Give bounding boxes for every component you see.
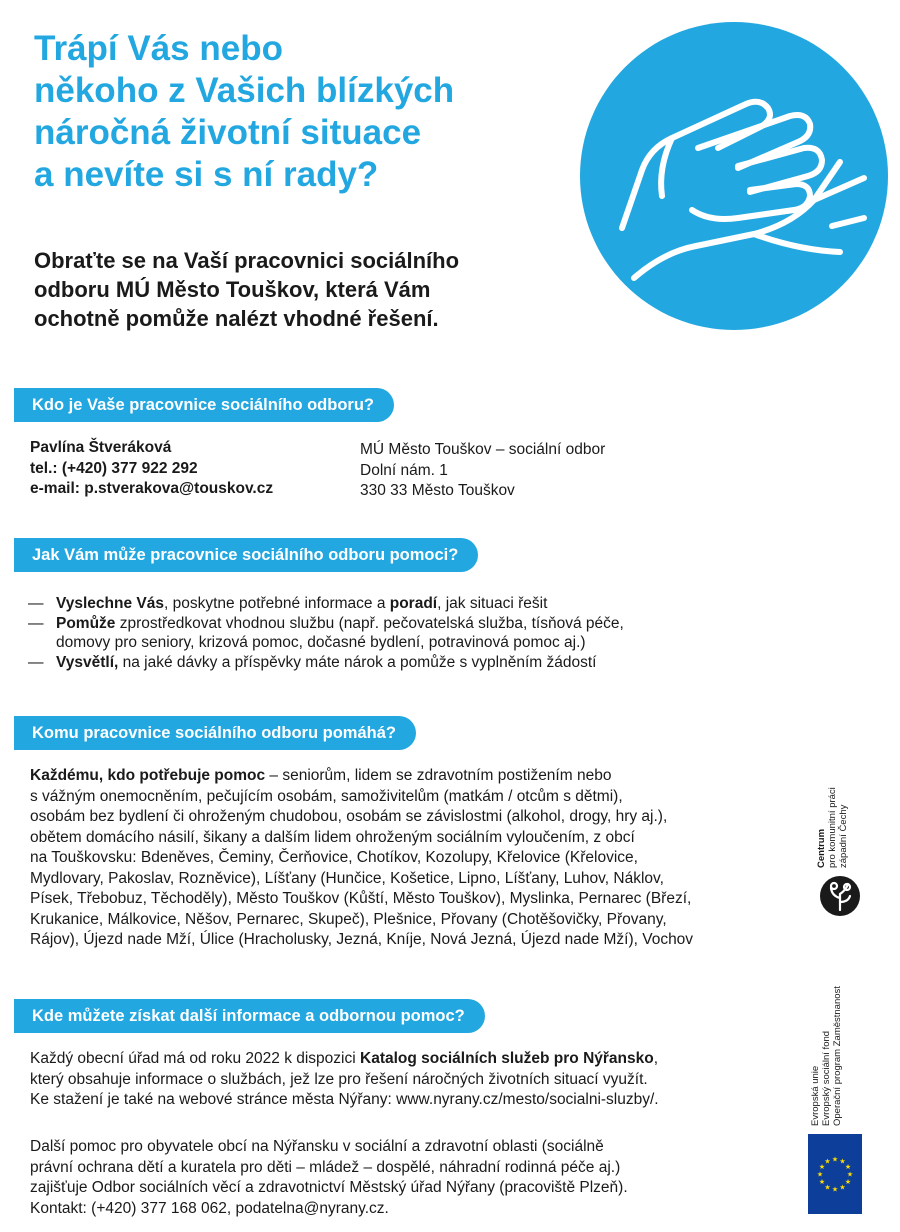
centrum-text [816, 787, 849, 868]
para-line: Rájov), Újezd nade Mží, Úlice (Hracholusky, Jezná, Kníje, Nová Jezná, Újezd nade Mží), Vochov [30, 931, 694, 948]
eu-star: ★ [844, 1164, 852, 1171]
para-text: Každý obecní úřad má od roku 2022 k dispozici [30, 1050, 360, 1067]
eu-flag [808, 1134, 862, 1214]
section-heading-where: Kde můžete získat další informace a odbornou pomoc? [14, 999, 485, 1033]
item-text: zprostředkovat vhodnou službu (např. pečovatelská služba, tísňová péče, [115, 614, 624, 632]
further-help-text [30, 1137, 628, 1219]
worker-email[interactable]: e-mail: p.stverakova@touskov.cz [30, 480, 274, 497]
eu-line: Operační program Zaměstnanost [832, 986, 843, 1126]
para-line: Krukanice, Málkovice, Něšov, Pernarec, Skupeč), Plešnice, Přovany (Chotěšovičky, Přovany, [30, 910, 667, 928]
item-bold: Vyslechne Vás [56, 595, 164, 612]
section-heading-whom: Komu pracovnice sociálního odboru pomáhá? [14, 716, 416, 750]
worker-phone[interactable]: tel.: (+420) 377 922 292 [30, 459, 198, 477]
eu-star: ★ [839, 1184, 846, 1192]
eu-star: ★ [818, 1179, 826, 1186]
para-line[interactable]: Ke stažení je také na webové stránce města Nýřany: www.nyrany.cz/mesto/socialni-sluzby/. [30, 1091, 659, 1108]
eu-star: ★ [831, 1156, 839, 1164]
para-line[interactable]: Kontakt: (+420) 377 168 062, podatelna@nyrany.cz. [30, 1199, 389, 1217]
item-text: , jak situaci řešit [437, 595, 548, 612]
para-line [30, 766, 693, 787]
intro-text [34, 246, 459, 333]
eu-star: ★ [846, 1171, 854, 1179]
para-line: osobám bez bydlení či ohroženým chudobou, osobám se závislostmi (alkohol, drogy, hry aj.), [30, 808, 668, 825]
list-item [28, 653, 624, 673]
centrum-line: západní Čechy [838, 804, 849, 868]
dash: — [28, 614, 44, 632]
eu-star: ★ [831, 1186, 839, 1194]
centrum-line: pro komunitní práci [827, 787, 838, 868]
item-text: domovy pro seniory, krizová pomoc, dočasné bydlení, potravinová pomoc aj.) [56, 634, 586, 651]
centrum-tree-logo [818, 874, 862, 918]
lead-bold: Každému, kdo potřebuje pomoc [30, 767, 266, 784]
section-heading-who: Kdo je Vaše pracovnice sociálního odboru? [14, 388, 394, 422]
eu-star: ★ [824, 1184, 831, 1192]
headline-line: a nevíte si s ní rady? [34, 155, 379, 194]
para-line: zajišťuje Odbor sociálních věcí a zdravotnictví Městský úřad Nýřany (pracoviště Plzeň). [30, 1179, 628, 1196]
office-name: MÚ Město Touškov – sociální odbor [360, 441, 606, 458]
eu-line: Evropská unie [810, 1065, 821, 1126]
eu-text [810, 986, 843, 1126]
eu-star: ★ [839, 1158, 846, 1166]
headline [34, 28, 454, 196]
target-groups-text [30, 766, 693, 951]
eu-star: ★ [818, 1164, 826, 1171]
lead-text: – seniorům, lidem se zdravotním postižením nebo [265, 767, 612, 784]
headline-line: někoho z Vašich blízkých [34, 71, 455, 110]
headline-line: Trápí Vás nebo [34, 29, 283, 68]
item-text: na jaké dávky a příspěvky máte nárok a pomůže s vyplněním žádostí [118, 653, 597, 671]
intro-line: ochotně pomůže nalézt vhodné řešení. [34, 306, 439, 331]
para-line: právní ochrana dětí a kuratela pro děti – mládež – dospělé, náhradní rodinná péče aj.) [30, 1158, 621, 1176]
office-address [360, 440, 605, 502]
centrum-title: Centrum [816, 828, 827, 868]
catalog-title: Katalog sociálních služeb pro Nýřansko [360, 1050, 654, 1067]
dash: — [28, 595, 44, 612]
section-heading-how: Jak Vám může pracovnice sociálního odboru pomoci? [14, 538, 478, 572]
para-line: na Touškovsku: Bdeněves, Čeminy, Čerňovice, Chotíkov, Kozolupy, Křelovice (Křelovice, [30, 849, 638, 866]
eu-star: ★ [824, 1158, 831, 1166]
item-bold: Pomůže [56, 614, 116, 632]
para-line: který obsahuje informace o službách, jež lze pro řešení náročných životních situací využít. [30, 1070, 648, 1088]
catalog-text [30, 1049, 659, 1111]
eu-star: ★ [844, 1179, 852, 1186]
eu-star: ★ [816, 1171, 824, 1179]
item-bold: Vysvětlí, [56, 653, 119, 671]
para-line [30, 1049, 659, 1070]
para-line: Písek, Třebobuz, Těchoděly), Město Touškov (Kůští, Město Touškov), Myslinka, Pernarec (Březí, [30, 890, 692, 907]
para-text: , [653, 1050, 659, 1067]
para-line: Mydlovary, Pakoslav, Rozněvice), Líšťany (Hunčice, Košetice, Lipno, Líšťany, Luhov, Náklov, [30, 869, 664, 887]
eu-text-block [800, 950, 880, 1130]
item-bold: poradí [389, 595, 438, 612]
para-line: obětem domácího násilí, šikany a dalším lidem ohroženým sociálním vyloučením, z obcí [30, 828, 635, 846]
helping-hands-icon [578, 20, 890, 332]
list-item [28, 594, 624, 614]
headline-line: náročná životní situace [34, 113, 422, 152]
eu-line: Evropský sociální fond [821, 1030, 832, 1126]
dash: — [28, 653, 44, 671]
help-list [28, 594, 624, 672]
intro-line: Obraťte se na Vaší pracovnici sociálního [34, 248, 460, 273]
list-item [28, 614, 624, 634]
para-line: s vážným onemocněním, pečujícím osobám, samoživitelům (matkám / otcům s dětmi), [30, 787, 623, 805]
office-city: 330 33 Město Touškov [360, 482, 515, 499]
item-text: , poskytne potřebné informace a [164, 595, 390, 612]
worker-name: Pavlína Štveráková [30, 439, 172, 456]
para-line: Další pomoc pro obyvatele obcí na Nýřansku v sociální a zdravotní oblasti (sociálně [30, 1138, 604, 1155]
intro-line: odboru MÚ Město Touškov, která Vám [34, 277, 431, 302]
worker-contact [30, 438, 273, 500]
office-street: Dolní nám. 1 [360, 461, 448, 479]
